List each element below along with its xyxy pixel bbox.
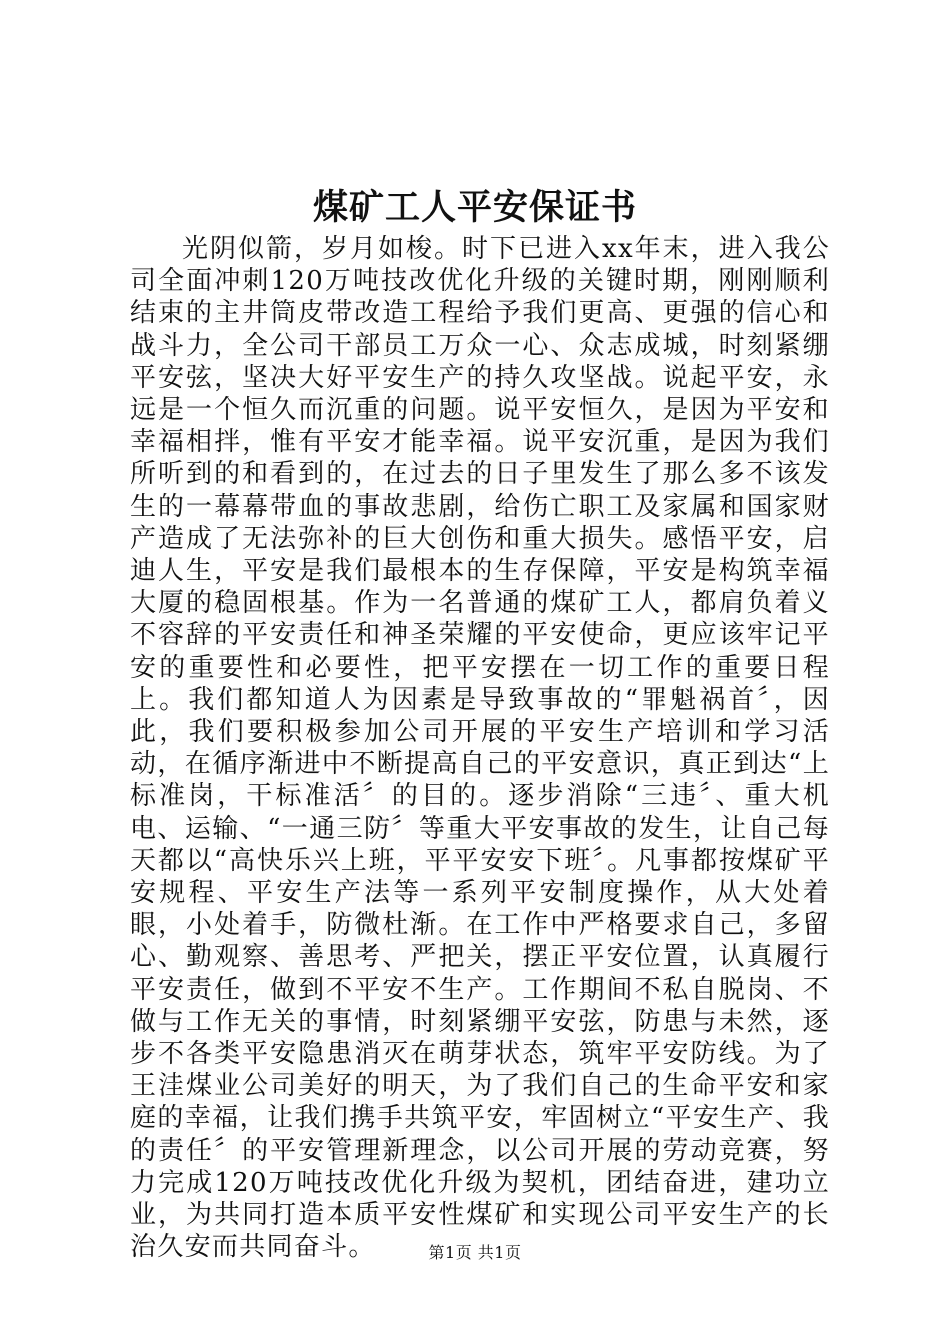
- document-title: 煤矿工人平安保证书: [312, 187, 637, 228]
- page-footer: 第1页 共1页: [428, 1243, 522, 1262]
- document-body-paragraph: 光阴似箭，岁月如梭。时下已进入xx年末，进入我公司全面冲刺120万吨技改优化升级的关键时期，刚刚顺利结束的主井筒皮带改造工程给予我们更高、更强的信心和战斗力，全公司干部员工万众一心、众志成城，时刻紧绷平安弦，坚决大好平安生产的持久攻坚战。说起平安，永远是一个恒久而沉重的问题。说平安恒久，是因为平安和幸福相拌，惟有平安才能幸福。说平安沉重，是因为我们所听到的和看到的，在过去的日子里发生了那么多不该发生的一幕幕带血的事故悲剧，给伤亡职工及家属和国家财产造成了无法弥补的巨大创伤和重大损失。感悟平安，启迪人生，平安是我们最根本的生存保障，平安是构筑幸福大厦的稳固根基。作为一名普通的煤矿工人，都肩负着义不容辞的平安责任和神圣荣耀的平安使命，更应该牢记平安的重要性和必要性，把平安摆在一切工作的重要日程上。我们都知道人为因素是导致事故的“罪魁祸首〞，因此，我们要积极参加公司开展的平安生产培训和学习活动，在循序渐进中不断提高自己的平安意识，真正到达“上标准岗，干标准活〞的目的。逐步消除“三违〞、重大机电、运输、“一通三防〞等重大平安事故的发生，让自己每天都以“高快乐兴上班，平平安安下班〞。凡事都按煤矿平安规程、平安生产法等一系列平安制度操作，从大处着眼，小处着手，防微杜渐。在工作中严格要求自己，多留心、勤观察、善思考、严把关，摆正平安位置，认真履行平安责任，做到不平安不生产。工作期间不私自脱岗、不做与工作无关的事情，时刻紧绷平安弦，防患与未然，逐步不各类平安隐患消灭在萌芽状态，筑牢平安防线。为了王洼煤业公司美好的明天，为了我们自己的生命平安和家庭的幸福，让我们携手共筑平安，牢固树立“平安生产、我的责任〞的平安管理新理念，以公司开展的劳动竞赛，努力完成120万吨技改优化升级为契机，团结奋进，建功立业，为共同打造本质平安性煤矿和实现公司平安生产的长治久安而共同奋斗。: [130, 234, 830, 1263]
